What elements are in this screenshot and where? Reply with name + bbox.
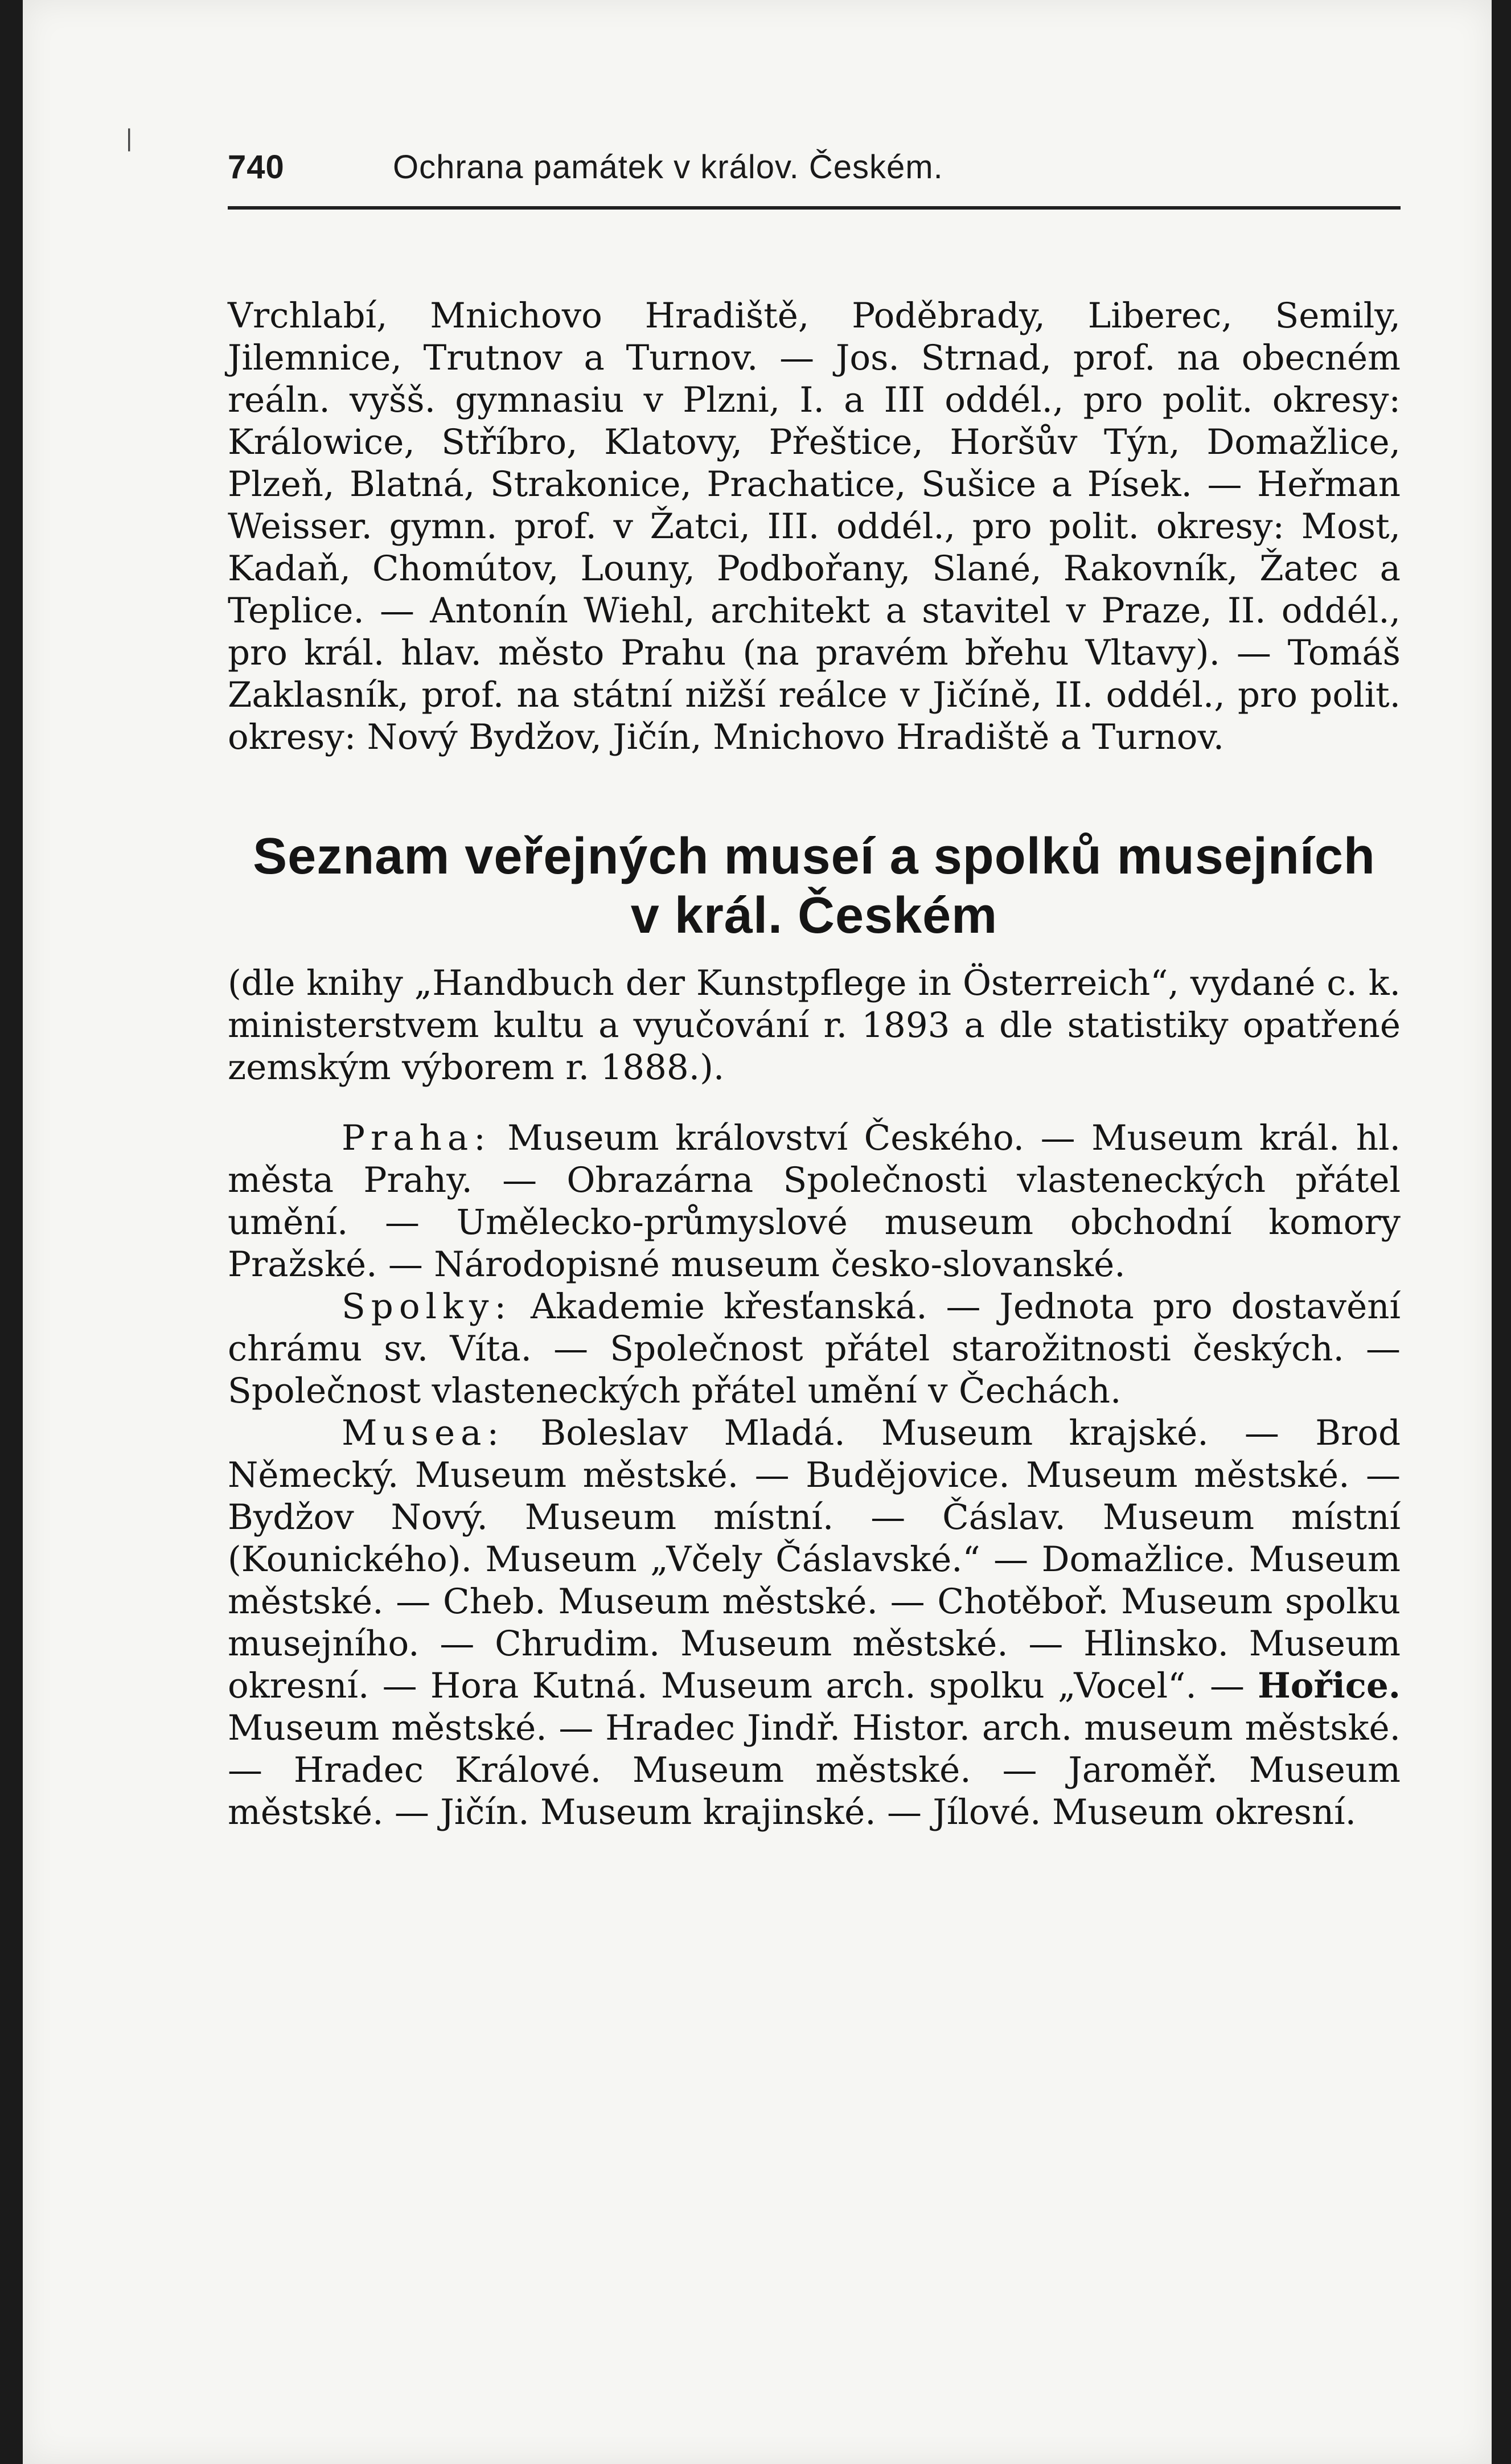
musea-entry xyxy=(228,1412,1401,1834)
musea-bold-town: Hořice. xyxy=(1258,1666,1401,1706)
book-page xyxy=(23,0,1492,2464)
page-number: 740 xyxy=(228,149,285,186)
running-head xyxy=(228,148,1401,194)
musea-text-a: Boleslav Mladá. Museum krajské. — Brod Německý. Museum městské. — Budějovice. Museum městské. — Bydžov Nový. Museum místní. — Čáslav. Museum místní (Kounického). Museum „Včely Čáslavské.“ — Domažlice. Museum městské. — Cheb. Museum městské. — Chotěboř. Museum spolku musejního. — Chrudim. Museum městské. — Hlinsko. Museum okresní. — Hora Kutná. Museum arch. spolku „Vocel“. — xyxy=(228,1413,1401,1706)
spolky-entry xyxy=(228,1286,1401,1412)
museum-listing xyxy=(228,1117,1401,1834)
praha-label: Praha: xyxy=(342,1118,491,1158)
intro-paragraph: Vrchlabí, Mnichovo Hradiště, Poděbrady, Liberec, Semily, Jilemnice, Trutnov a Turnov. — Jos. Strnad, prof. na obecném reáln. vyšš. gymnasiu v Plzni, I. a III oddél., pro polit. okresy: Králowice, Stříbro, Klatovy, Přeštice, Horšův Týn, Domažlice, Plzeň, Blatná, Strakonice, Prachatice, Sušice a Písek. — Heřman Weisser. gymn. prof. v Žatci, III. oddél., pro polit. okresy: Most, Kadaň, Chomútov, Louny, Podbořany, Slané, Rakovník, Žatec a Teplice. — Antonín Wiehl, architekt a stavitel v Praze, II. oddél., pro král. hlav. město Prahu (na pravém břehu Vltavy). — Tomáš Zaklasník, prof. na státní nižší reálce v Jičíně, II. oddél., pro polit. okresy: Nový Bydžov, Jičín, Mnichovo Hradiště a Turnov. xyxy=(228,296,1401,757)
running-title: Ochrana památek v králov. Českém. xyxy=(393,149,943,186)
spolky-label: Spolky: xyxy=(342,1286,512,1327)
source-note-text: (dle knihy „Handbuch der Kunstpflege in Österreich“, vydané c. k. ministerstvem kultu a vyučování r. 1893 a dle statistiky opatřené zemským výborem r. 1888.). xyxy=(228,963,1401,1088)
section-title-line-1: Seznam veřejných museí a spolků musejních xyxy=(253,828,1375,885)
margin-mark: | xyxy=(125,125,133,151)
section-title xyxy=(228,827,1401,945)
header-rule xyxy=(228,206,1401,210)
praha-entry xyxy=(228,1117,1401,1286)
intro-text xyxy=(228,295,1401,759)
spolky-text: Akademie křesťanská. — Jednota pro dostavění chrámu sv. Víta. — Společnost přátel starožitnosti českých. — Společnost vlasteneckých přátel umění v Čechách. xyxy=(228,1286,1401,1411)
musea-text-b: Museum městské. — Hradec Jindř. Histor. arch. museum městské. — Hradec Králové. Museum městské. — Jaroměř. Museum městské. — Jičín. Museum krajinské. — Jílové. Museum okresní. xyxy=(228,1708,1401,1832)
musea-label: Musea: xyxy=(342,1413,505,1453)
section-title-line-2: v král. Českém xyxy=(630,887,998,944)
source-note xyxy=(228,962,1401,1089)
page-content xyxy=(228,148,1401,1834)
praha-text: Museum království Českého. — Museum král. hl. města Prahy. — Obrazárna Společnosti vlasteneckých přátel umění. — Umělecko-průmyslové museum obchodní komory Pražské. — Národopisné museum česko-slovanské. xyxy=(228,1118,1401,1285)
